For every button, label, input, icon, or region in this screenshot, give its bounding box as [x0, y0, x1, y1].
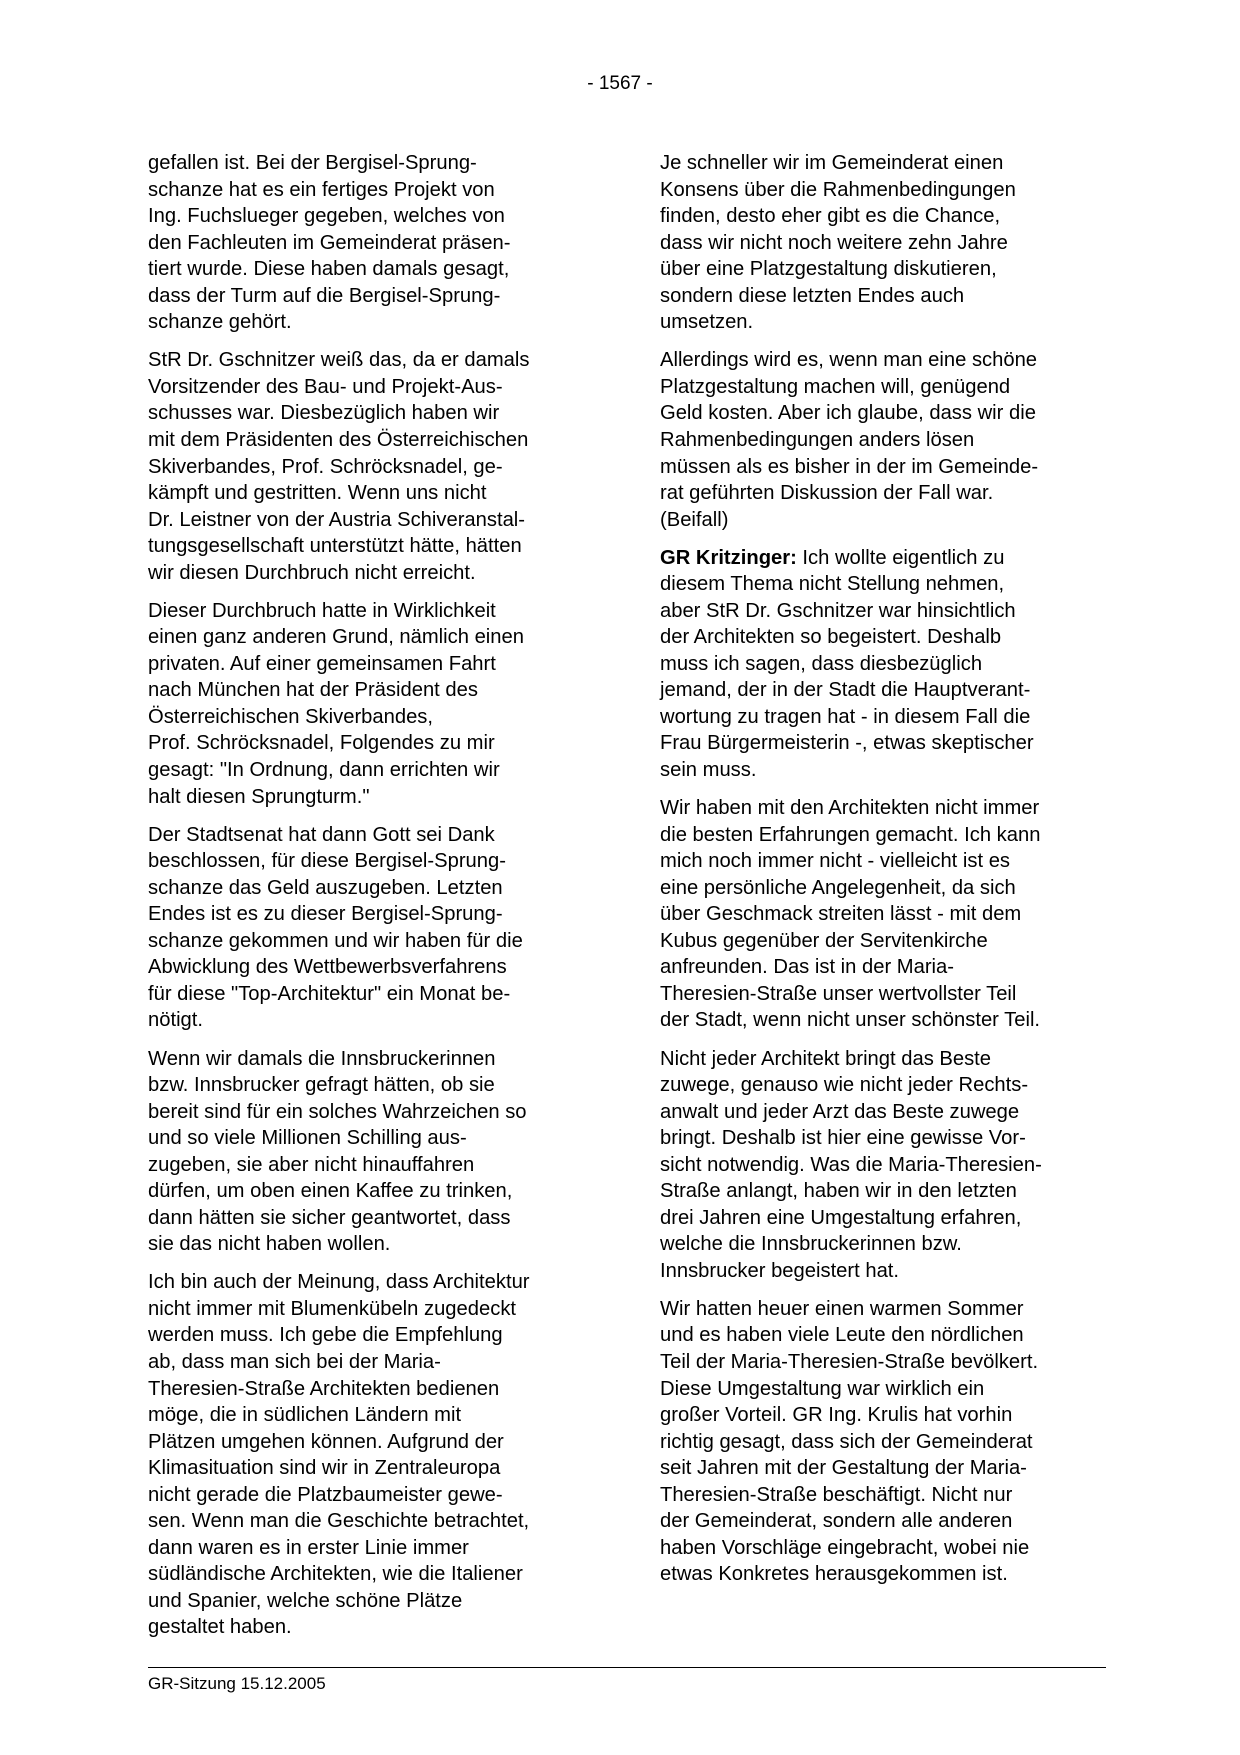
paragraph: Wir haben mit den Architekten nicht immer die besten Erfahrungen gemacht. Ich kann mich noch immer nicht - vielleicht ist es eine persönliche Angelegenheit, da sich über Geschmack streiten lässt - mit dem Kubus gegenüber der Servitenkirche anfreunden. Das ist in der Maria- Theresien-Straße unser wertvollster Teil der Stadt, wenn nicht unser schönster Teil.: [660, 797, 1041, 1032]
paragraph: Wir hatten heuer einen warmen Sommer und es haben viele Leute den nördlichen Teil der Maria-Theresien-Straße bevölkert. Diese Umgestaltung war wirklich ein großer Vorteil. GR Ing. Krulis hat vorhin richtig gesagt, dass sich der Gemeinderat seit Jahren mit der Gestaltung der Maria- Theresien-Straße beschäftigt. Nicht nur der Gemeinderat, sondern alle anderen haben Vorschläge eingebracht, wobei nie etwas Konkretes herausgekommen ist.: [660, 1297, 1039, 1586]
speaker-statement: Ich wollte eigentlich zu diesem Thema nicht Stellung nehmen, aber StR Dr. Gschnitzer war hinsichtlich der Architekten so begeistert. Deshalb muss ich sagen, dass diesbezüglich jemand, der in der Stadt die Hauptverant- wortung zu tragen hat - in diesem Fall die Frau Bürgermeisterin -, etwas skeptischer sein muss.: [660, 546, 1034, 782]
paragraph: StR Dr. Gschnitzer weiß das, da er damals Vorsitzender des Bau- und Projekt-Aus- schusses war. Diesbezüglich haben wir mit dem Präsidenten des Österreichischen Skiverbandes, Prof. Schröcksnadel, ge- kämpft und gestritten. Wenn uns nicht Dr. Leistner von der Austria Schiveranstal- tungsgesellschaft unterstützt hätte, hätten wir diesen Durchbruch nicht erreicht.: [148, 349, 530, 584]
page-number: - 1567 -: [587, 73, 653, 94]
footer-divider: [148, 1667, 1106, 1668]
paragraph: gefallen ist. Bei der Bergisel-Sprung- schanze hat es ein fertiges Projekt von Ing. Fuchslueger gegeben, welches von den Fachleuten im Gemeinderat präsen- tiert wurde. Diese haben damals gesagt, dass der Turm auf die Bergisel-Sprung- schanze gehört.: [148, 152, 511, 334]
paragraph: Allerdings wird es, wenn man eine schöne Platzgestaltung machen will, genügend Geld kosten. Aber ich glaube, dass wir die Rahmenbedingungen anders lösen müssen als es bisher in der im Gemeinde- rat geführten Diskussion der Fall war. (Beifall): [660, 349, 1039, 531]
paragraph: Ich bin auch der Meinung, dass Architektur nicht immer mit Blumenkübeln zugedeckt werden muss. Ich gebe die Empfehlung ab, dass man sich bei der Maria- Theresien-Straße Architekten bedienen möge, die in südlichen Ländern mit Plätzen umgehen können. Aufgrund der Klimasituation sind wir in Zentraleuropa nicht gerade die Platzbaumeister gewe- sen. Wenn man die Geschichte betrachtet, dann waren es in erster Linie immer südländische Architekten, wie die Italiener und Spanier, welche schöne Plätze gestaltet haben.: [148, 1271, 530, 1639]
left-column: [148, 150, 590, 1653]
footer-session-date: GR-Sitzung 15.12.2005: [148, 1674, 326, 1693]
right-column: [660, 150, 1102, 1599]
paragraph: Wenn wir damals die Innsbruckerinnen bzw. Innsbrucker gefragt hätten, ob sie bereit sind für ein solches Wahrzeichen so und so viele Millionen Schilling aus- zugeben, sie aber nicht hinauffahren dürfen, um oben einen Kaffee zu trinken, dann hätten sie sicher geantwortet, dass sie das nicht haben wollen.: [148, 1047, 527, 1256]
paragraph: Je schneller wir im Gemeinderat einen Konsens über die Rahmenbedingungen finden, desto eher gibt es die Chance, dass wir nicht noch weitere zehn Jahre über eine Platzgestaltung diskutieren, sondern diese letzten Endes auch umsetzen.: [660, 152, 1016, 334]
speaker-name: GR Kritzinger:: [660, 546, 797, 569]
paragraph: Dieser Durchbruch hatte in Wirklichkeit einen ganz anderen Grund, nämlich einen privaten. Auf einer gemeinsamen Fahrt nach München hat der Präsident des Österreichischen Skiverbandes, Prof. Schröcksnadel, Folgendes zu mir gesagt: "In Ordnung, dann errichten wir halt diesen Sprungturm.": [148, 599, 524, 808]
speaker-paragraph: [660, 545, 1102, 784]
paragraph: Nicht jeder Architekt bringt das Beste zuwege, genauso wie nicht jeder Rechts- anwalt und jeder Arzt das Beste zuwege bringt. Deshalb ist hier eine gewisse Vor- sicht notwendig. Was die Maria-Theresien- Straße anlangt, haben wir in den letzten drei Jahren eine Umgestaltung erfahren, welche die Innsbruckerinnen bzw. Innsbrucker begeistert hat.: [660, 1047, 1042, 1282]
paragraph: Der Stadtsenat hat dann Gott sei Dank beschlossen, für diese Bergisel-Sprung- schanze das Geld auszugeben. Letzten Endes ist es zu dieser Bergisel-Sprung- schanze gekommen und wir haben für die Abwicklung des Wettbewerbsverfahrens für diese "Top-Architektur" ein Monat be- nötigt.: [148, 823, 523, 1032]
